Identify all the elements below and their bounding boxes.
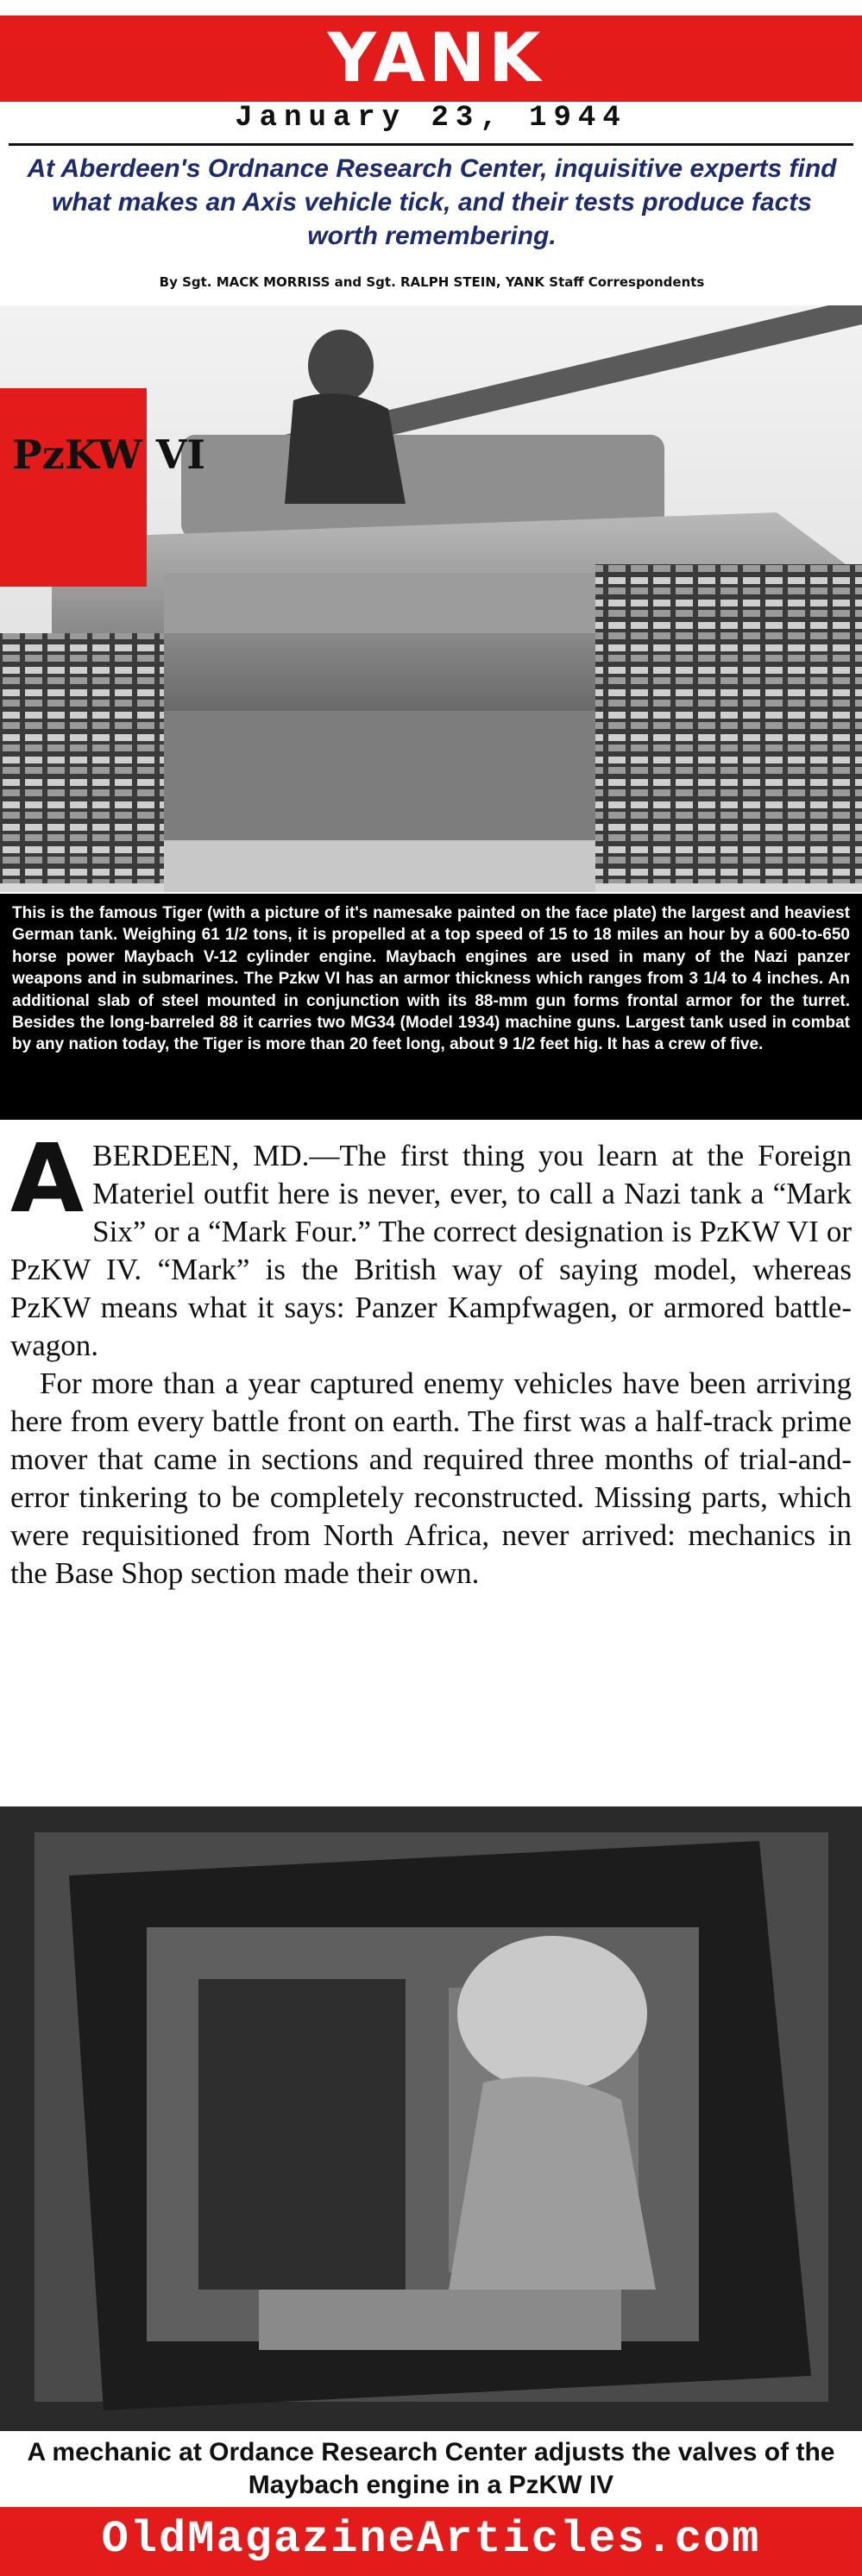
pzkw-vi-label: PzKW VI: [12, 431, 205, 478]
pzkw-label-panel: [0, 388, 147, 587]
article-body: [10, 1123, 852, 1593]
mechanic-photo-caption: A mechanic at Ordance Research Center adjusts the valves of the Maybach engine in a PzKW IV: [27, 2438, 835, 2499]
masthead-title: YANK: [293, 24, 578, 93]
article-paragraph-1: [10, 1123, 852, 1365]
article-paragraph-2: For more than a year captured enemy vehicles have been arriving here from every battle front on earth. The first was a half-track prime mover that came in sections and required three months of trial-and-error tinkering to be completely reconstructed. Missing parts, which were requisitioned from North Africa, never arrived: mechanics in the Base Shop section made their own.: [10, 1367, 852, 1590]
mechanic-engine-photo: [0, 1806, 862, 2431]
byline: By Sgt. MACK MORRISS and Sgt. RALPH STEIN, YANK Staff Correspondents: [159, 274, 705, 290]
dateline: BERDEEN, MD.: [92, 1139, 310, 1172]
site-credit: OldMagazineArticles.com: [101, 2514, 761, 2565]
divider-top: [9, 143, 853, 146]
tiger-photo-caption: This is the famous Tiger (with a picture of it's namesake painted on the face plate) the largest and heaviest German tank. Weighing 61 1/2 tons, it is propelled at a top speed of 15 to 18 miles an hour by a 600-to-650 horse power Maybach V-12 cylinder engine. Maybach engines are used in many of the Nazi panzer weapons and in submarines. The Pzkw VI has an armor thickness which ranges from 3 1/4 to 4 inches. An additional slab of steel mounted in conjunction with its 88-mm gun forms frontal armor for the turret. Besides the long-barreled 88 it carries two MG34 (Model 1934) machine guns. Largest tank used in combat by any nation today, the Tiger is more than 20 feet long, about 9 1/2 feet hig. It has a crew of five.: [0, 894, 862, 1120]
article-deck: At Aberdeen's Ordnance Research Center, inquisitive experts find what makes an Axis vehicle tick, and their tests produce facts worth remembering.: [27, 154, 837, 250]
drop-cap: A: [10, 1123, 85, 1234]
issue-date: January 23, 1944: [235, 102, 627, 135]
paragraph-1-text: —The first thing you learn at the Foreign Materiel outfit here is never, ever, to call a Nazi tank a “Mark Six” or a “Mark Four.” The correct designation is PzKW VI or PzKW IV. “Mark” is the British way of saying model, whereas PzKW means what it says: Panzer Kampfwagen, or armored battle-wagon.: [10, 1139, 852, 1362]
